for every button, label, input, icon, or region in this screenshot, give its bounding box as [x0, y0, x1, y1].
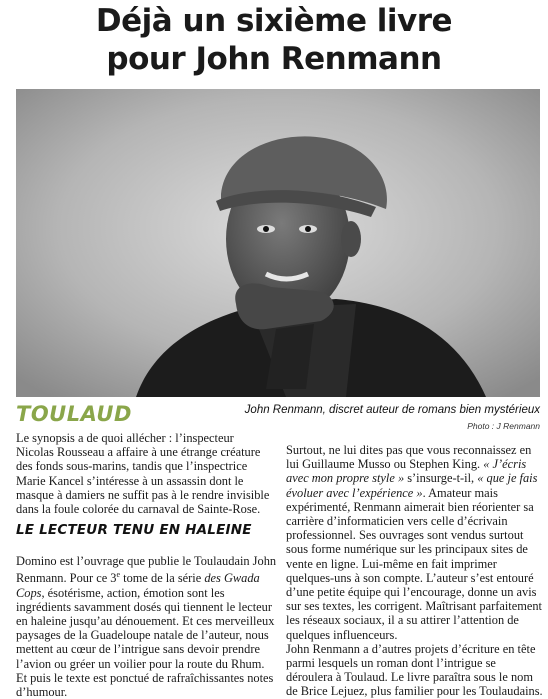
headline: [0, 2, 548, 78]
body-text: Surtout, ne lui dites pas que vous reconnaissez en lui Guillaume Musso ou Stephen King.: [286, 443, 532, 472]
body-text: , ésotérisme, action, émotion sont les ingrédients savamment dosés qui tiennent le lecteur en haleine jusqu’au dénouement. Et ces merveilleux paysages de la Guadeloupe natale de l’auteur, nous mettent au cœur de l’intrigue sans devoir prendre l’avion ou gréer un voilier pour la route du Rhum. Et puis le texte est ponctué de rafraîchissantes notes d’humour.: [16, 585, 275, 699]
body-paragraph-last: John Renmann a d’autres projets d’écriture en tête parmi lesquels un roman dont l’intrigue se déroulera à Toulaud. Le livre paraîtra sous le nom de Brice Lejuez, plus familier pour les Toulaudains.: [286, 641, 543, 699]
body-text: . Amateur mais expérimenté, Renmann aimerait bien réorienter sa carrière d’informaticien vers celle d’écrivain professionnel. Ses ouvrages sont vendus surtout sous forme numérique sur les principaux sites de vente en ligne. Lui-même en fait imprimer quelques-uns à son compte. L’auteur s’est entouré d’une petite équipe qui l’encourage, donne un avis sur ses textes, les corrigent. Maîtrisant parfaitement les réseaux sociaux, il a su attirer l’attention de quelques influenceurs.: [286, 485, 542, 642]
headline-line-1: Déjà un sixième livre: [95, 3, 453, 39]
quote: « J’écris avec mon propre style »: [286, 457, 527, 486]
intro-text: Le synopsis a de quoi allécher : l’inspecteur Nicolas Rousseau a affaire à une étrange créature des fonds sous-marins, tandis que l’inspectrice Marie Kancel s’intéresse à un assassin dont le masque à damiers ne suffit pas à le rendre invisible dans la foule colorée du carnaval de Sainte-Rose.: [16, 431, 270, 517]
headline-line-2: pour John Renmann: [106, 41, 442, 77]
body-paragraph-1: [16, 554, 278, 699]
photo-caption: John Renmann, discret auteur de romans bien mystérieux: [244, 404, 540, 416]
body-text: s’insurge-t-il,: [404, 471, 478, 486]
photo-credit: Photo : J Renmann: [467, 421, 540, 431]
ordinal-superscript: e: [116, 570, 121, 580]
subheading: LE LECTEUR TENU EN HALEINE: [16, 522, 252, 538]
body-text: Domino est l’ouvrage que publie le Toulaudain John Renmann. Pour ce 3: [16, 554, 277, 586]
author-photo: [16, 89, 540, 397]
body-text: tome de la série: [120, 571, 205, 586]
series-title: des Gwada Cops: [16, 571, 260, 600]
kicker-location: TOULAUD: [16, 402, 132, 426]
quote: « que je fais évoluer avec l’expérience »: [286, 471, 538, 500]
column-2: [286, 443, 544, 699]
intro-paragraph: [16, 431, 274, 516]
